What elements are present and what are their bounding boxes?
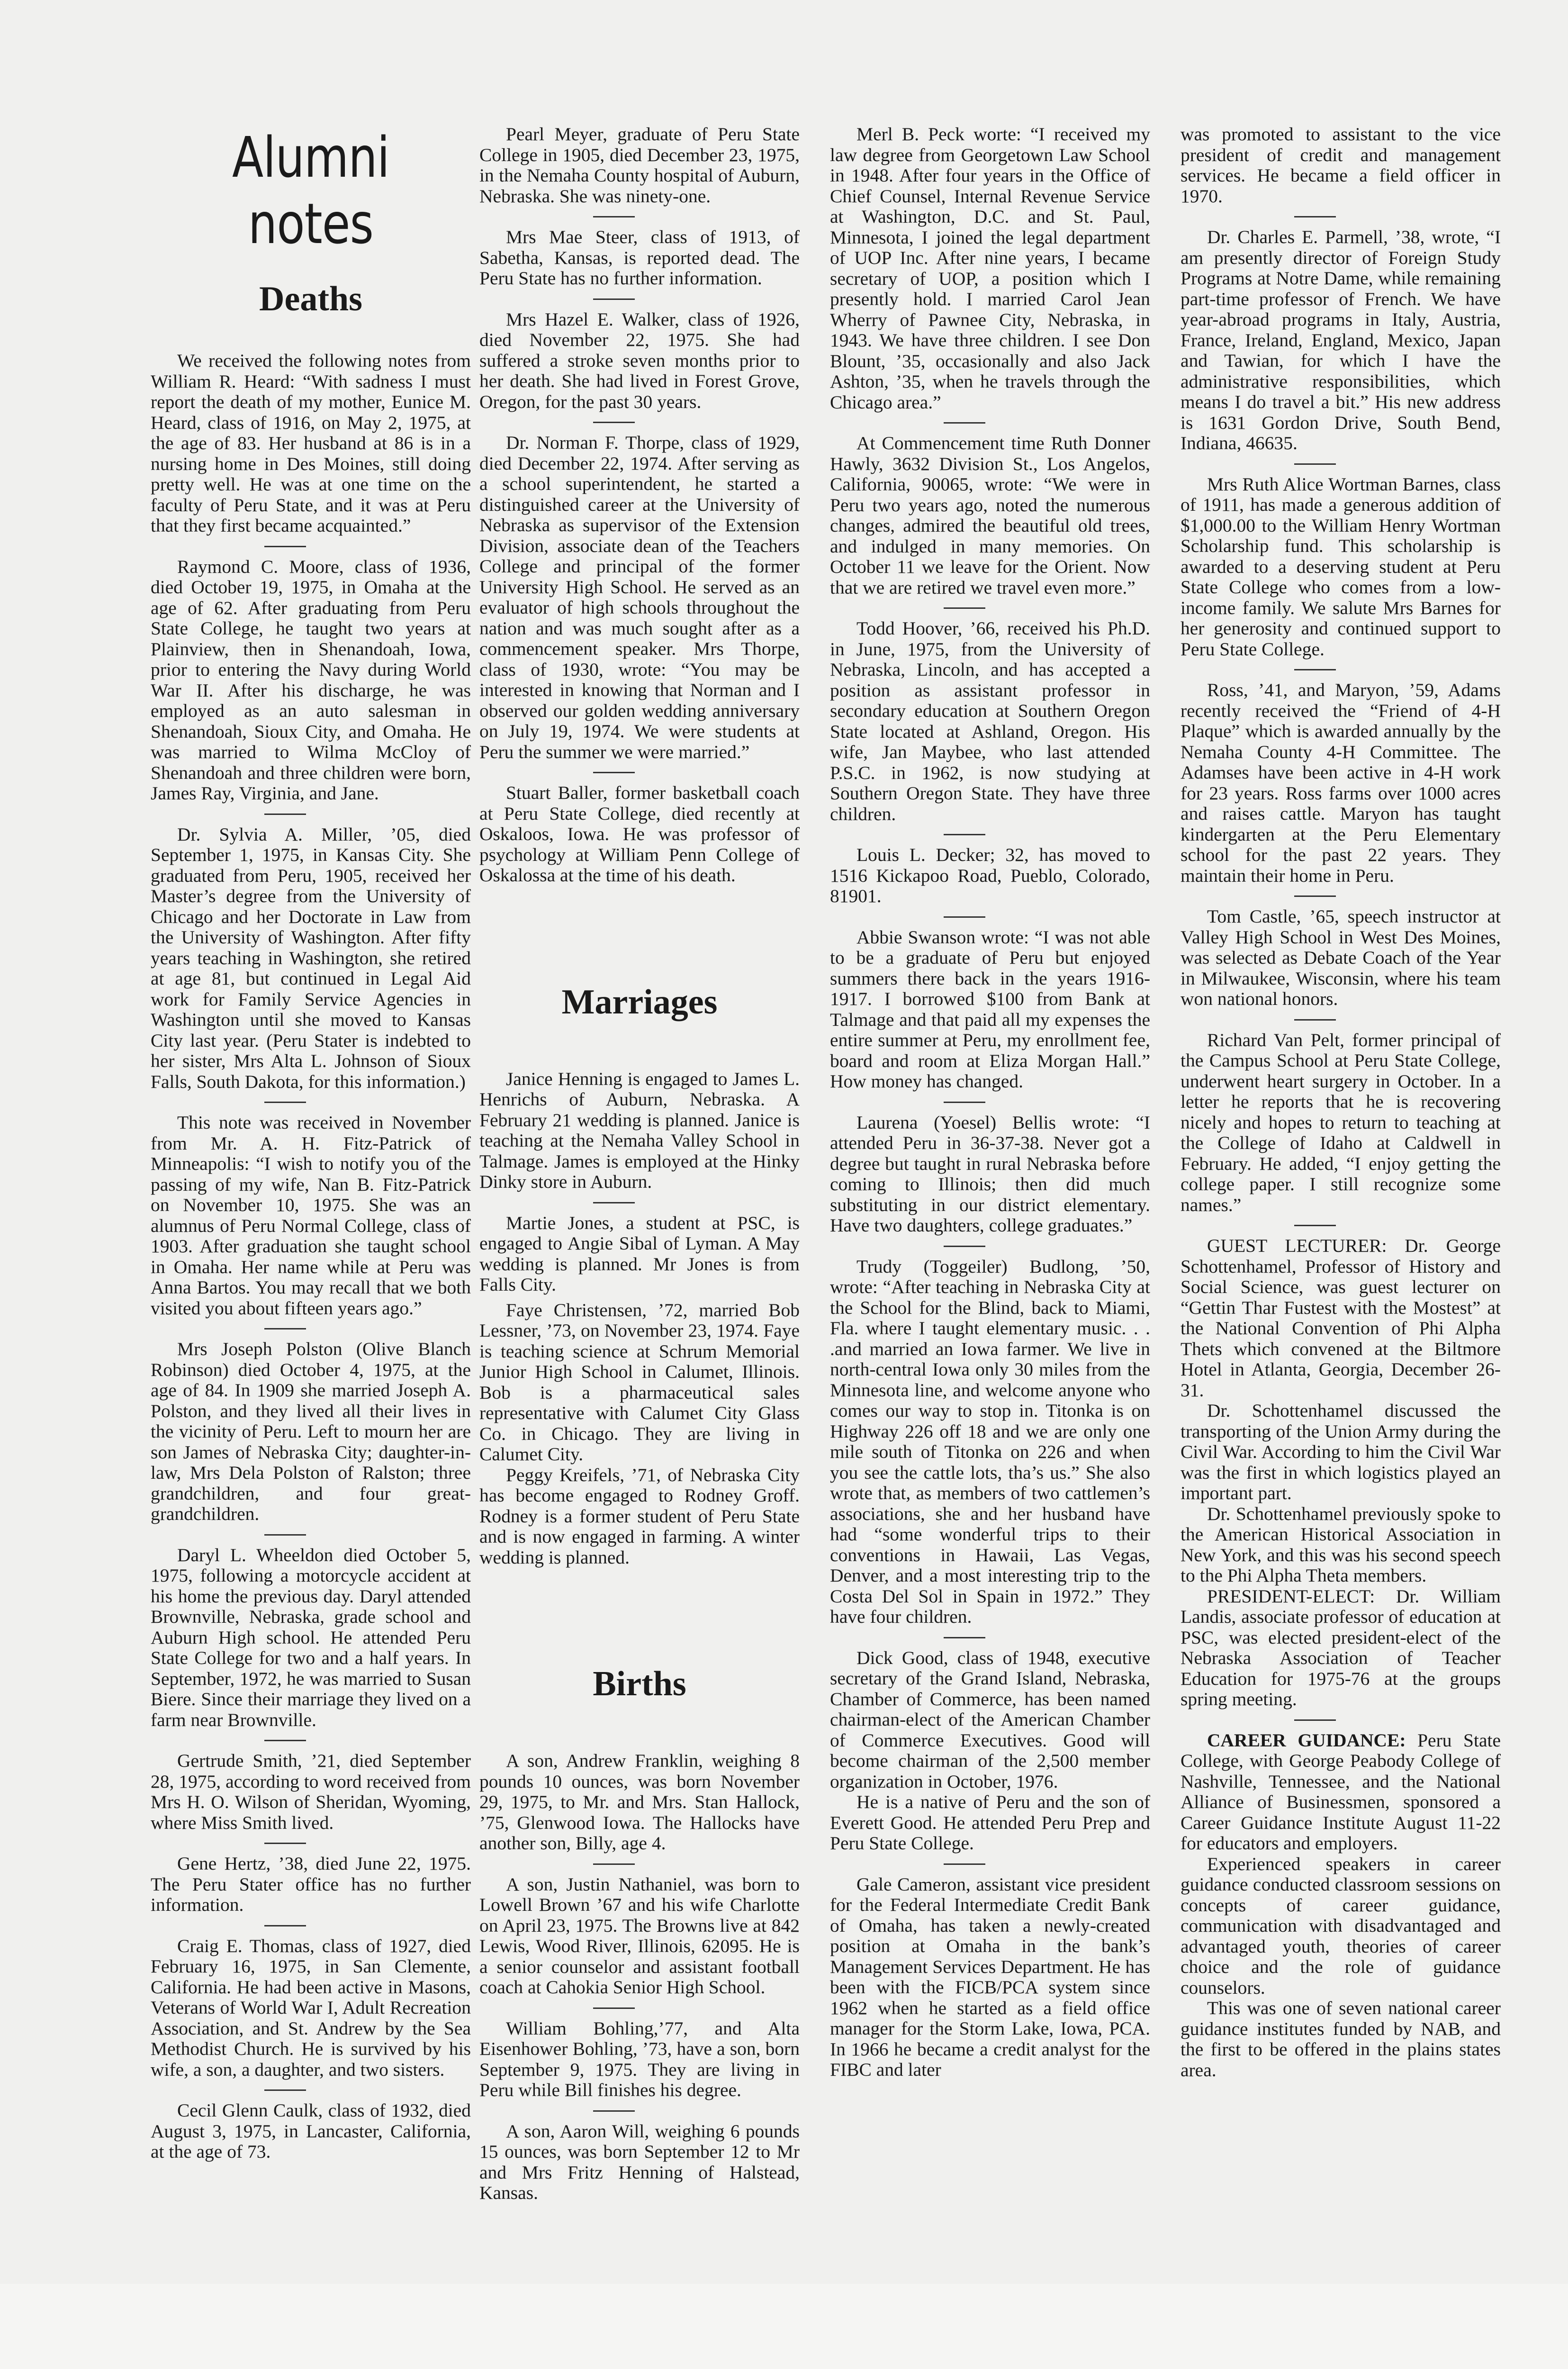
separator [264,1925,306,1926]
death-notice: Mrs Hazel E. Walker, class of 1926, died November 22, 1975. She had suffered a stroke seven months prior to her death. She had lived in Forest Grove, Oregon, for the past 30 years. [479,308,800,412]
death-notice: We received the following notes from William R. Heard: “With sadness I must report the death of my mother, Eunice M. Heard, class of 1916, on May 2, 1975, at the age of 83. Her husband at 86 is in a nursing home in Des Moines, still doing pretty well. He was at one time on the faculty of Peru State, and it was at Peru that they first became acquainted.” [151,350,471,536]
separator [1294,463,1336,465]
separator [1294,669,1336,670]
separator [593,422,635,423]
news-item: PRESIDENT-ELECT: Dr. William Landis, associate professor of education at PSC, was elected president-elect of the Nebraska Association of Teacher Education for 1975-76 at the groups spring meeting. [1181,1585,1501,1709]
separator [1294,1719,1336,1721]
separator [264,1328,306,1329]
death-notice: Craig E. Thomas, class of 1927, died February 16, 1975, in San Clemente, California. He had been active in Masons, Veterans of World War I, Adult Recreation Association, and St. Andrew by the Sea Methodist Church. He is survived by his wife, a son, a daughter, and two sisters. [151,1935,471,2080]
birth-notice: William Bohling,’77, and Alta Eisenhower Bohling, ’73, have a son, born September 9, 1975. They are living in Peru while Bill finishes his degree. [479,2017,800,2100]
separator [593,2110,635,2112]
alumni-note: Tom Castle, ’65, speech instructor at Valley High School in West Des Moines, was selected as Debate Coach of the Year in Milwaukee, Wisconsin, where his team won national honors. [1181,906,1501,1009]
death-notice: Cecil Glenn Caulk, class of 1932, died August 3, 1975, in Lancaster, California, at the age of 73. [151,2100,471,2162]
birth-notice: A son, Aaron Will, weighing 6 pounds 15 ounces, was born September 12 to Mr and Mrs Fritz Henning of Halstead, Kansas. [479,2120,800,2203]
marriage-notice: Martie Jones, a student at PSC, is engaged to Angie Sibal of Lyman. A May wedding is planned. Mr Jones is from Falls City. [479,1212,800,1295]
news-item: Experienced speakers in career guidance conducted classroom sessions on concepts of career guidance, communication with disadvantaged and advantaged youth, theories of career choice and the role of guidance counselors. [1181,1853,1501,1998]
news-item: This was one of seven national career guidance institutes funded by NAB, and the first to be offered in the plains states area. [1181,1998,1501,2080]
separator [1294,216,1336,217]
death-notice: Dr. Sylvia A. Miller, ’05, died September 1, 1975, in Kansas City. She graduated from Peru, 1905, received her Master’s degree from the University of Chicago and her Doctorate in Law from the University of Washington. After fifty years teaching in Washington, she retired at age 81, but continued in Legal Aid work for Family Service Agencies in Washington until she moved to Kansas City last year. (Peru Stater is indebted to her sister, Mrs Alta L. Johnson of Sioux Falls, South Dakota, for this information.) [151,823,471,1092]
separator [264,1534,306,1536]
separator [593,1202,635,1203]
alumni-note: Dr. Charles E. Parmell, ’38, wrote, “I am presently director of Foreign Study Programs at Notre Dame, while remaining part-time professor of French. We have year-abroad programs in Italy, Austria, France, Ireland, England, Mexico, Japan and Tawian, for which I have the administrative responsibilities, which means I do travel a bit.” His new address is 1631 Gordon Drive, South Bend, Indiana, 46635. [1181,226,1501,453]
separator [944,607,985,609]
section-heading-marriages: Marriages [561,982,718,1022]
separator [1294,895,1336,897]
marriage-notice: Peggy Kreifels, ’71, of Nebraska City has become engaged to Rodney Groff. Rodney is a former student of Peru State and is now engaged in farming. A winter wedding is planned. [479,1464,800,1568]
separator [264,814,306,815]
news-item-body: Peru State College, with George Peabody College of Nashville, Tennessee, and the National Alliance of Businessmen, sponsored a Career Guidance Institute August 11-22 for educators and employers. [1181,1729,1501,1854]
separator [593,772,635,773]
alumni-note: Richard Van Pelt, former principal of the Campus School at Peru State College, underwent heart surgery in October. In a letter he reports that he is recovering nicely and hopes to return to teaching at the College of Idaho at Caldwell in February. He added, “I enjoy getting the college paper. I still recognize some names.” [1181,1029,1501,1215]
death-notice: Mrs Mae Steer, class of 1913, of Sabetha, Kansas, is reported dead. The Peru State has no further information. [479,226,800,289]
section-heading-births: Births [593,1664,686,1703]
alumni-note: Abbie Swanson wrote: “I was not able to be a graduate of Peru but enjoyed summers there back in the years 1916-1917. I borrowed $100 from Bank at Talmage and that paid all my expenses the entire summer at Peru, my enrollment fee, board and room at Eliza Morgan Hall.” How money has changed. [830,926,1150,1092]
column-4 [1181,124,1501,2080]
news-item [1181,1730,1501,1854]
marriage-notice: Faye Christensen, ’72, married Bob Lessner, ’73, on November 23, 1974. Faye is teaching science at Schrum Memorial Junior High School in Calumet, Illinois. Bob is a pharmaceutical sales representative with Calumet City Glass Co. in Chicago. They are living in Calumet City. [479,1299,800,1465]
separator [944,1246,985,1247]
alumni-note: At Commencement time Ruth Donner Hawly, 3632 Division St., Los Angelos, California, 90065, wrote: “We were in Peru two years ago, noted the numerous changes, admired the beautiful old trees, and indulged in many memories. On October 11 we leave for the Orient. Now that we are retired we travel even more.” [830,433,1150,598]
marriage-notice: Janice Henning is engaged to James L. Henrichs of Auburn, Nebraska. A February 21 wedding is planned. Janice is teaching at the Nemaha Valley School in Talmage. James is employed at the Hinky Dinky store in Auburn. [479,1068,800,1192]
separator [944,422,985,424]
separator [264,546,306,547]
death-notice: Gene Hertz, ’38, died June 22, 1975. The Peru Stater office has no further information. [151,1853,471,1915]
alumni-note: Laurena (Yoesel) Bellis wrote: “I attended Peru in 36-37-38. Never got a degree but taught in rural Nebraska before coming to Illinois; then did much substituting in our district elementary. Have two daughters, college graduates.” [830,1112,1150,1236]
separator [593,216,635,217]
separator [264,1740,306,1741]
news-item: Dr. Schottenhamel previously spoke to the American Historical Association in New York, and this was his second speech to the Phi Alpha Theta members. [1181,1503,1501,1586]
separator [944,1863,985,1865]
separator [264,1843,306,1844]
alumni-note: He is a native of Peru and the son of Everett Good. He attended Peru Prep and Peru State College. [830,1791,1150,1854]
alumni-note: Mrs Ruth Alice Wortman Barnes, class of 1911, has made a generous addition of $1,000.00 to the William Henry Wortman Scholarship fund. This scholarship is awarded to a deserving student at Peru State College who comes from a low-income family. We salute Mrs Barnes for her generosity and continued support to Peru State College. [1181,473,1501,660]
death-notice: This note was received in November from Mr. A. H. Fitz-Patrick of Minneapolis: “I wish to notify you of the passing of my wife, Nan B. Fitz-Patrick on November 10, 1975. She was an alumnus of Peru Normal College, class of 1903. After graduation she taught school in Omaha. Her name while at Peru was Anna Bartos. You may recall that we both visited you about fifteen years ago.” [151,1112,471,1319]
alumni-note: Dick Good, class of 1948, executive secretary of the Grand Island, Nebraska, Chamber of Commerce, has been named chairman-elect of the American Chamber of Commerce Executives. Good will become chairman of the 2,500 member organization in October, 1976. [830,1647,1150,1792]
separator [1294,1019,1336,1021]
column-3 [830,124,1150,2080]
death-notice: Gertrude Smith, ’21, died September 28, 1975, according to word received from Mrs H. O. Wilson of Sheridan, Wyoming, where Miss Smith lived. [151,1750,471,1833]
separator [944,1102,985,1103]
death-notice: Raymond C. Moore, class of 1936, died October 19, 1975, in Omaha at the age of 62. After graduating from Peru State College, he taught two years at Plainview, then in Shenandoah, Iowa, prior to entering the Navy during World War II. After his discharge, he was employed as an auto salesman in Shenandoah, Sioux City, and Omaha. He was married to Wilma McCloy of Shenandoah and three children were born, James Ray, Virginia, and Jane. [151,556,471,804]
alumni-note: Merl B. Peck worte: “I received my law degree from Georgetown Law School in 1948. After four years in the Office of Chief Counsel, Internal Revenue Service at Washington, D.C. and St. Paul, Minnesota, I joined the legal department of UOP Inc. After nine years, I became secretary of UOP, a position which I presently hold. I married Carol Jean Wherry of Pawnee City, Nebraska, in 1943. We have three children. I see Don Blount, ’35, occasionally and also Jack Ashton, ’35, when he travels through the Chicago area.” [830,124,1150,413]
alumni-note: Todd Hoover, ’66, received his Ph.D. in June, 1975, from the University of Nebraska, Lincoln, and has accepted a position as assistant professor in secondary education at Southern Oregon State located at Ashland, Oregon. His wife, Jan Maybee, who last attended P.S.C. in 1962, is now studying at Southern Oregon State. They have three children. [830,618,1150,824]
death-notice: Dr. Norman F. Thorpe, class of 1929, died December 22, 1974. After serving as a school superintendent, he started a distinguished career at the University of Nebraska as supervisor of the Extension Division, associate dean of the Teachers College and principal of the former University High School. He served as an evaluator of high schools throughout the nation and was much sought after as a commencement speaker. Mrs Thorpe, class of 1930, wrote: “You may be interested in knowing that Norman and I observed our golden wedding anniversary on July 19, 1974. We were students at Peru the summer we were married.” [479,432,800,762]
birth-notice: A son, Andrew Franklin, weighing 8 pounds 10 ounces, was born November 29, 1975, to Mr. and Mrs. Stan Hallock, ’75, Glenwood Iowa. The Hallocks have another son, Billy, age 4. [479,1750,800,1854]
death-notice: Pearl Meyer, graduate of Peru State College in 1905, died December 23, 1975, in the Nemaha County hospital of Auburn, Nebraska. She was ninety-one. [479,124,800,207]
separator [944,1637,985,1638]
separator [264,2089,306,2091]
separator [944,834,985,835]
alumni-note: Gale Cameron, assistant vice president for the Federal Intermediate Credit Bank of Omaha, has taken a newly-created position at Omaha in the bank’s Management Services Department. He has been with the FICB/PCA system since 1962 when he started as a field office manager for the Storm Lake, Iowa, PCA. In 1966 he became a credit analyst for the FIBC and later [830,1873,1150,2080]
alumni-note: Trudy (Toggeiler) Budlong, ’50, wrote: “After teaching in Nebraska City at the School for the Blind, back to Miami, Fla. where I taught elementary music. . . .and married an Iowa farmer. We live in north-central Iowa only 30 miles from the Minnesota line, and welcome anyone who comes our way to stop in. Titonka is on Highway 226 off 18 and we are only one mile south of Titonka on 226 and when you see the cattle lots, tha’s us.” She also wrote that, as members of two cattlemen’s associations, she and her husband have had “some wonderful trips to their conventions in Hawaii, Las Vegas, Denver, and a most interesting trip to the Costa Del Sol in Spain in 1972.” They have four children. [830,1256,1150,1627]
masthead-title: Alumni notes [232,125,389,256]
separator [264,1102,306,1103]
alumni-note: Louis L. Decker; 32, has moved to 1516 Kickapoo Road, Pueblo, Colorado, 81901. [830,844,1150,906]
birth-notice: A son, Justin Nathaniel, was born to Lowell Brown ’67 and his wife Charlotte on April 23, 1975. The Browns live at 842 Lewis, Wood River, Illinois, 62095. He is a senior counselor and assistant football coach at Cahokia Senior High School. [479,1873,800,1998]
death-notice: Mrs Joseph Polston (Olive Blanch Robinson) died October 4, 1975, at the age of 84. In 1909 she married Joseph A. Polston, and they lived all their lives in the vicinity of Peru. Left to mourn her are son James of Nebraska City; daughter-in-law, Mrs Dela Polston of Ralston; three grandchildren, and four great-grandchildren. [151,1338,471,1524]
alumni-note: Ross, ’41, and Maryon, ’59, Adams recently received the “Friend of 4-H Plaque” which is awarded annually by the Nemaha County 4-H Committee. The Adamses have been active in 4-H work for 23 years. Ross farms over 1000 acres and raises cattle. Maryon has taught kindergarten at the Peru Elementary school for the past 22 years. They maintain their home in Peru. [1181,679,1501,886]
news-item: Dr. Schottenhamel discussed the transporting of the Union Army during the Civil War. According to him the Civil War was the first in which logistics played an important part. [1181,1400,1501,1503]
separator [593,298,635,300]
separator [593,1863,635,1865]
news-item: GUEST LECTURER: Dr. George Schottenhamel, Professor of History and Social Science, was guest lecturer on “Gettin Thar Fustest with the Mostest” at the National Convention of Phi Alpha Thets which convened at the Biltmore Hotel in Atlanta, Georgia, December 26-31. [1181,1235,1501,1401]
separator [944,916,985,918]
separator [593,2007,635,2009]
separator [1294,1225,1336,1226]
alumni-note-continued: was promoted to assistant to the vice president of credit and management services. He became a field officer in 1970. [1181,124,1501,207]
section-heading-deaths: Deaths [259,280,362,318]
news-item-lead: CAREER GUIDANCE: [1207,1729,1406,1751]
column-2 [479,124,800,2204]
column-1 [151,124,471,2162]
death-notice: Daryl L. Wheeldon died October 5, 1975, following a motorcycle accident at his home the previous day. Daryl attended Brownville, Nebraska, grade school and Auburn High school. He attended Peru State College for two and a half years. In September, 1972, he was married to Susan Biere. Since their marriage they lived on a farm near Brownville. [151,1544,471,1730]
death-notice: Stuart Baller, former basketball coach at Peru State College, died recently at Oskaloos, Iowa. He was professor of psychology at William Penn College of Oskalossa at the time of his death. [479,782,800,886]
